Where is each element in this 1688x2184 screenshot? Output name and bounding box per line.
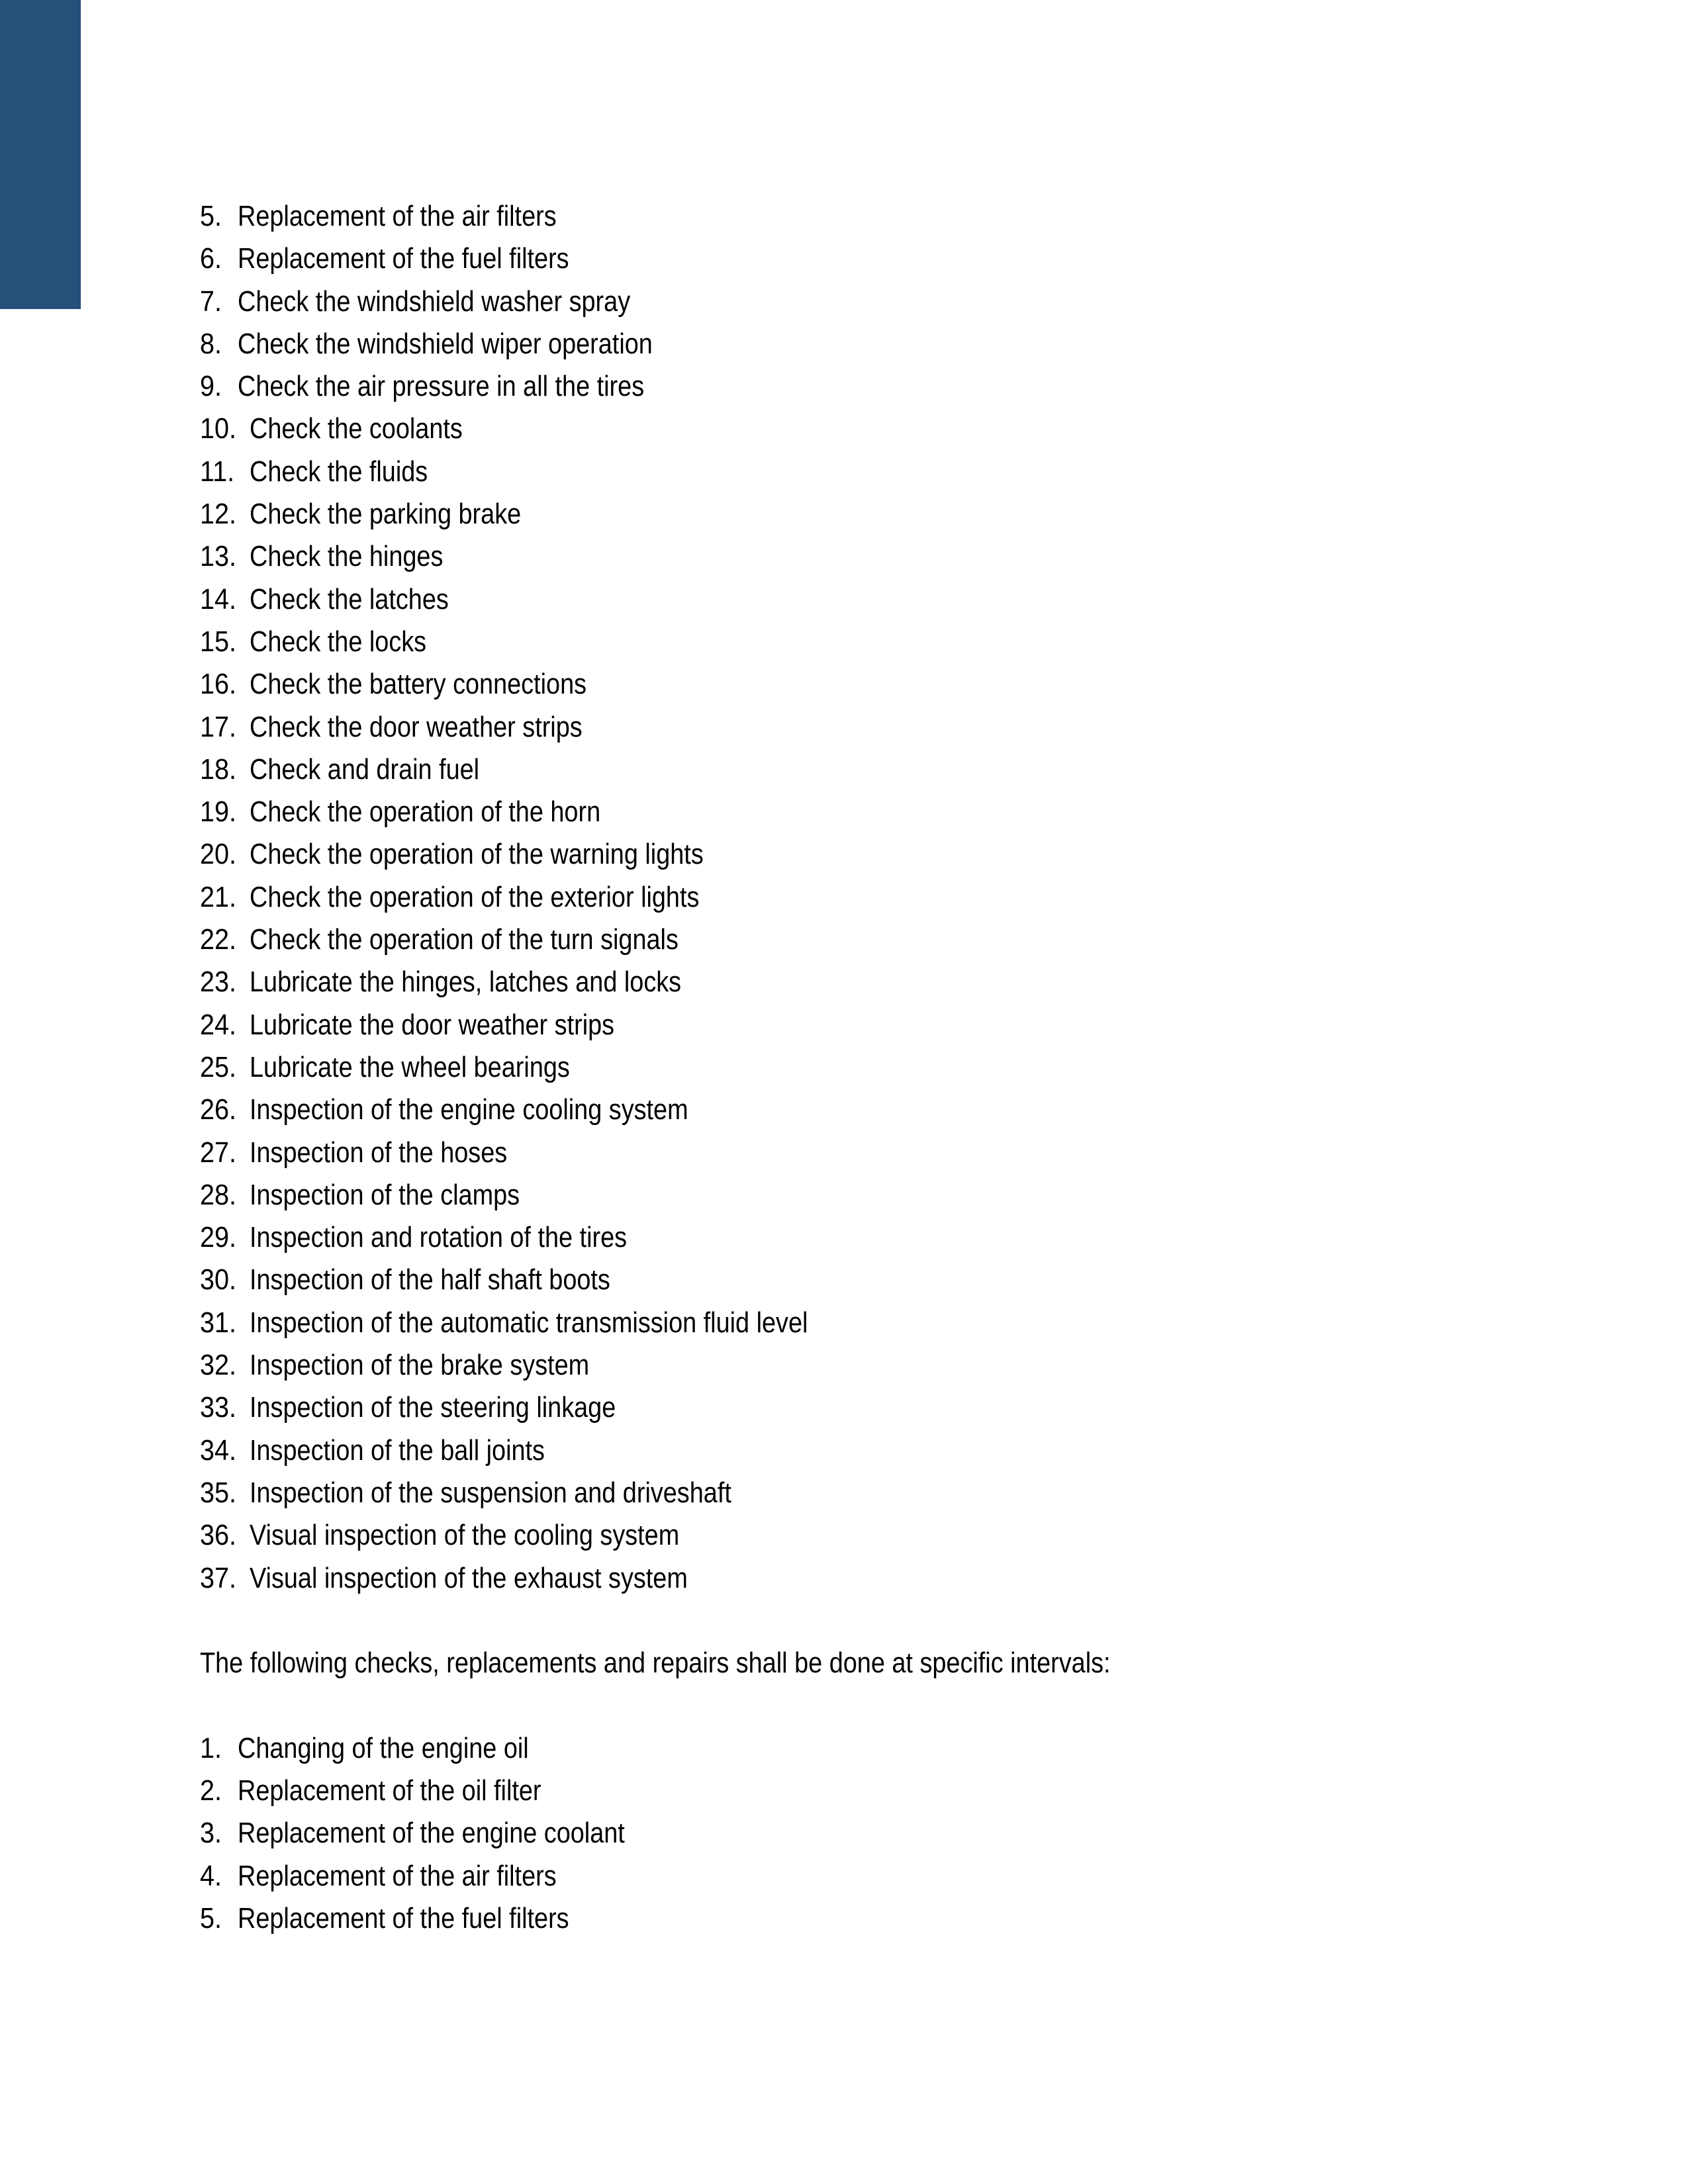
- list-item: [200, 749, 1590, 791]
- list-item-number: 3.: [200, 1817, 222, 1850]
- list-item-number: 27.: [200, 1136, 237, 1169]
- list-item-text: Check the door weather strips: [250, 710, 583, 743]
- list-item: [200, 281, 1590, 323]
- list-item-number: 19.: [200, 796, 237, 829]
- list-item: [200, 706, 1590, 749]
- list-item-number: 21.: [200, 880, 237, 913]
- list-item-text: Check and drain fuel: [250, 752, 480, 786]
- list-item-text: Check the coolants: [250, 412, 463, 445]
- list-item-number: 29.: [200, 1221, 237, 1254]
- list-item-text: Check the operation of the turn signals: [250, 923, 679, 956]
- list-item-number: 18.: [200, 752, 237, 786]
- list-item: [200, 919, 1590, 961]
- list-item-number: 28.: [200, 1178, 237, 1211]
- list-item: [200, 451, 1590, 493]
- list-item: [200, 1472, 1590, 1514]
- list-item-number: 33.: [200, 1391, 237, 1424]
- list-item-text: Check the operation of the horn: [250, 796, 601, 829]
- list-item-number: 15.: [200, 625, 237, 658]
- list-item-number: 8.: [200, 327, 222, 360]
- list-item-number: 22.: [200, 923, 237, 956]
- list-item-number: 11.: [200, 455, 235, 488]
- list-item-number: 12.: [200, 498, 237, 531]
- list-item: [200, 1344, 1590, 1387]
- list-item-text: Changing of the engine oil: [238, 1731, 529, 1764]
- list-item-number: 13.: [200, 540, 237, 573]
- list-item: [200, 621, 1590, 663]
- list-item: [200, 1812, 1590, 1854]
- list-item-text: Inspection of the clamps: [250, 1178, 520, 1211]
- list-item-text: Inspection of the hoses: [250, 1136, 508, 1169]
- list-item-number: 37.: [200, 1561, 237, 1594]
- interval-list: [200, 1727, 1590, 1940]
- list-item-number: 32.: [200, 1349, 237, 1382]
- list-item-text: Inspection of the engine cooling system: [250, 1093, 688, 1126]
- list-item-text: Lubricate the hinges, latches and locks: [250, 966, 682, 999]
- list-item: [200, 1557, 1590, 1600]
- list-item: [200, 1727, 1590, 1770]
- list-item-number: 17.: [200, 710, 237, 743]
- list-item-text: Inspection of the automatic transmission fluid level: [250, 1306, 808, 1339]
- list-item-number: 31.: [200, 1306, 237, 1339]
- document-body: [200, 195, 1590, 1940]
- list-item-text: Check the latches: [250, 582, 449, 615]
- list-item-text: Replacement of the engine coolant: [238, 1817, 625, 1850]
- list-item-number: 25.: [200, 1050, 237, 1083]
- list-item-text: Visual inspection of the cooling system: [250, 1519, 680, 1552]
- list-item-number: 6.: [200, 242, 222, 275]
- list-item: [200, 1046, 1590, 1089]
- list-item: [200, 1514, 1590, 1557]
- list-item-number: 9.: [200, 370, 222, 403]
- list-item-text: Inspection of the suspension and driveshaft: [250, 1476, 731, 1509]
- list-item: [200, 1897, 1590, 1940]
- list-item-text: Check the operation of the warning lights: [250, 838, 704, 871]
- list-item-text: Inspection of the ball joints: [250, 1433, 545, 1467]
- list-item-text: Check the operation of the exterior lights: [250, 880, 700, 913]
- list-item: [200, 1216, 1590, 1259]
- list-item-number: 26.: [200, 1093, 237, 1126]
- list-item: [200, 535, 1590, 578]
- list-item-number: 10.: [200, 412, 237, 445]
- list-item-number: 7.: [200, 285, 222, 318]
- list-item-number: 2.: [200, 1774, 222, 1807]
- list-item-text: Inspection and rotation of the tires: [250, 1221, 628, 1254]
- list-item-text: Check the windshield washer spray: [238, 285, 631, 318]
- spacer: [200, 1684, 1590, 1727]
- list-item-text: Lubricate the wheel bearings: [250, 1050, 570, 1083]
- list-item: [200, 961, 1590, 1003]
- list-item: [200, 493, 1590, 535]
- list-item-number: 14.: [200, 582, 237, 615]
- list-item-text: Replacement of the air filters: [238, 1859, 557, 1892]
- list-item: [200, 1089, 1590, 1131]
- list-item-text: Lubricate the door weather strips: [250, 1008, 615, 1041]
- list-item: [200, 791, 1590, 833]
- list-item-text: Check the parking brake: [250, 498, 522, 531]
- list-item-text: Check the windshield wiper operation: [238, 327, 653, 360]
- list-item: [200, 1174, 1590, 1216]
- list-item-text: Check the locks: [250, 625, 427, 658]
- list-item-number: 30.: [200, 1263, 237, 1297]
- list-item-text: Check the battery connections: [250, 668, 587, 701]
- list-item: [200, 1302, 1590, 1344]
- list-item: [200, 1770, 1590, 1812]
- list-item: [200, 238, 1590, 280]
- list-item-number: 35.: [200, 1476, 237, 1509]
- list-item-text: Replacement of the air filters: [238, 200, 557, 232]
- list-item-number: 1.: [200, 1731, 222, 1764]
- list-item: [200, 1259, 1590, 1301]
- list-item: [200, 876, 1590, 919]
- list-item: [200, 1004, 1590, 1046]
- intro-paragraph: [200, 1642, 1590, 1684]
- list-item-number: 4.: [200, 1859, 222, 1892]
- list-item: [200, 408, 1590, 450]
- maintenance-list-continued: [200, 195, 1590, 1600]
- list-item-text: Check the air pressure in all the tires: [238, 370, 645, 403]
- list-item-text: Inspection of the half shaft boots: [250, 1263, 610, 1297]
- list-item-text: Replacement of the oil filter: [238, 1774, 541, 1807]
- list-item: [200, 365, 1590, 408]
- list-item-text: Check the fluids: [250, 455, 428, 488]
- list-item-text: Inspection of the brake system: [250, 1349, 590, 1382]
- list-item-text: Replacement of the fuel filters: [238, 242, 569, 275]
- list-item: [200, 1855, 1590, 1897]
- list-item: [200, 323, 1590, 365]
- list-item: [200, 578, 1590, 621]
- list-item-text: Inspection of the steering linkage: [250, 1391, 616, 1424]
- list-item-number: 24.: [200, 1008, 237, 1041]
- list-item-text: Replacement of the fuel filters: [238, 1901, 569, 1934]
- intro-paragraph-text: The following checks, replacements and repairs shall be done at specific intervals:: [200, 1647, 1111, 1680]
- list-item-number: 16.: [200, 668, 237, 701]
- spacer: [200, 1600, 1590, 1642]
- list-item-number: 5.: [200, 200, 222, 232]
- list-item: [200, 1430, 1590, 1472]
- list-item: [200, 1387, 1590, 1429]
- list-item-number: 23.: [200, 966, 237, 999]
- list-item-number: 34.: [200, 1433, 237, 1467]
- list-item-text: Check the hinges: [250, 540, 444, 573]
- list-item: [200, 1132, 1590, 1174]
- list-item-number: 5.: [200, 1901, 222, 1934]
- list-item: [200, 833, 1590, 876]
- list-item-number: 36.: [200, 1519, 237, 1552]
- list-item-number: 20.: [200, 838, 237, 871]
- list-item: [200, 195, 1590, 238]
- list-item-text: Visual inspection of the exhaust system: [250, 1561, 688, 1594]
- side-accent-bar: [0, 0, 81, 309]
- list-item: [200, 663, 1590, 705]
